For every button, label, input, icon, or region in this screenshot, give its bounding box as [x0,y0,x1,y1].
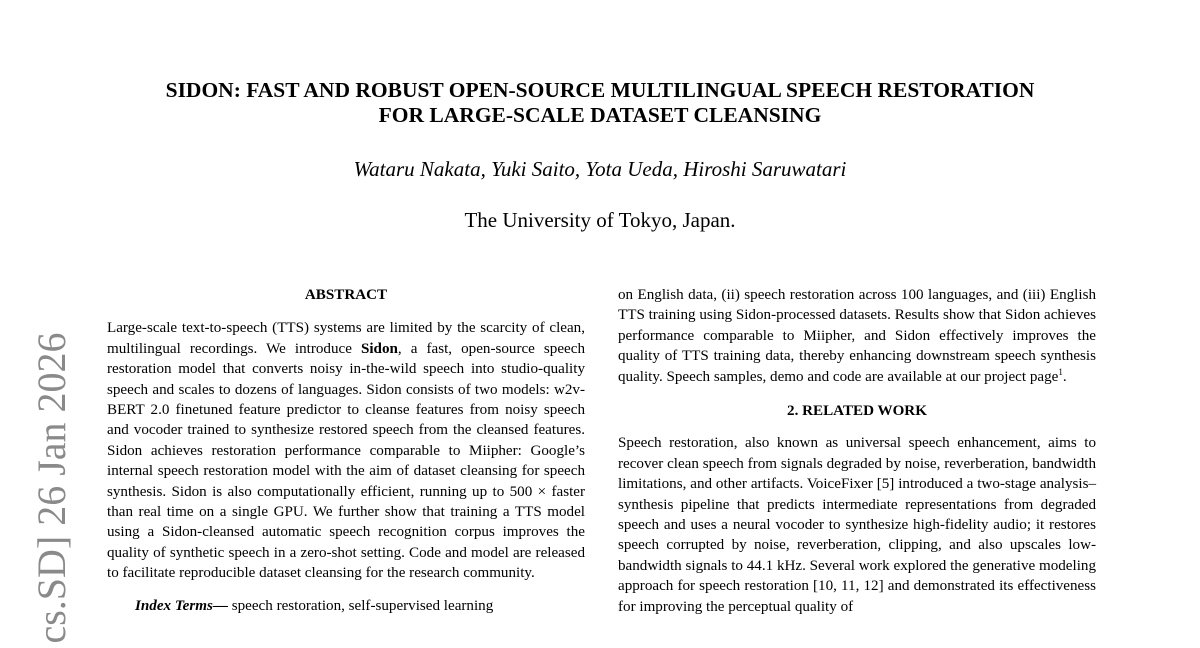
abstract-text [107,318,585,583]
title-line: FOR LARGE-SCALE DATASET CLEANSING [378,103,822,127]
intro-text-tail: . [1062,368,1067,385]
intro-text: on English data, (ii) speech restoration across 100 languages, and (iii) English TTS training using Sidon-processed datasets. Results show that Sidon achieves performance comparable to Miipher, and Sidon effectively improves the quality of TTS training data, thereby enhancing downstream speech synthesis quality. Speech samples, demo and code are available at our project page [618,287,1096,385]
related-work-text: Speech restoration, also known as universal speech enhancement, aims to recover clean speech from signals degraded by noise, reverberation, bandwidth limitations, and other artifacts. VoiceFixer [5] introduced a two-stage analysis–synthesis pipeline that predicts intermediate representations from degraded speech and uses a neural vocoder to synthesize high-fidelity audio; it restores speech corrupted by noise, reverberation, clipping, and also upscales low-bandwidth signals to 44.1 kHz. Several work explored the generative modeling approach for speech restoration [10, 11, 12] and demonstrated its effectiveness for improving the perceptual quality of [618,435,1096,615]
left-column [107,285,585,616]
abstract-text-start: Large-scale text-to-speech (TTS) systems are limited by the scarcity of clean, multilingual recordings. We introduce [107,320,585,357]
affiliation: The University of Tokyo, Japan. [464,208,736,232]
index-terms-text: speech restoration, self-supervised learning [227,597,494,614]
footnote-marker[interactable]: 1 [1058,366,1063,377]
index-terms [107,596,585,616]
intro-continuation [618,285,1096,387]
author-list: Wataru Nakata, Yuki Saito, Yota Ueda, Hiroshi Saruwatari [353,157,847,181]
related-work-heading: 2. RELATED WORK [787,403,927,420]
index-terms-label: Index Terms— [135,597,228,614]
abstract-heading: ABSTRACT [304,287,388,303]
arxiv-identifier-stamp: cs.SD] 26 Jan 2026 [29,332,74,644]
abstract-text-rest: , a fast, open-source speech restoration model that converts noisy in-the-wild speech into studio-quality speech and scales to dozens of languages. Sidon consists of two models: w2v-BERT 2.0 finetuned feature predictor to cleanse features from noisy speech and vocoder trained to synthesize restored speech from the cleansed features. Sidon achieves restoration performance comparable to Miipher: Google’s internal speech restoration model with the aim of dataset cleansing for speech synthesis. Sidon is also computationally efficient, running up to 500 × faster than real time on a single GPU. We further show that training a TTS model using a Sidon-cleansed automatic speech recognition corpus improves the quality of synthetic speech in a zero-shot setting. Code and model are released to facilitate reproducible dataset cleansing for the research community. [107,340,585,582]
model-name: Sidon [360,340,398,357]
title-line: SIDON: FAST AND ROBUST OPEN-SOURCE MULTILINGUAL SPEECH RESTORATION [165,78,1035,102]
paper-title [0,78,1200,128]
right-column [618,285,1096,617]
